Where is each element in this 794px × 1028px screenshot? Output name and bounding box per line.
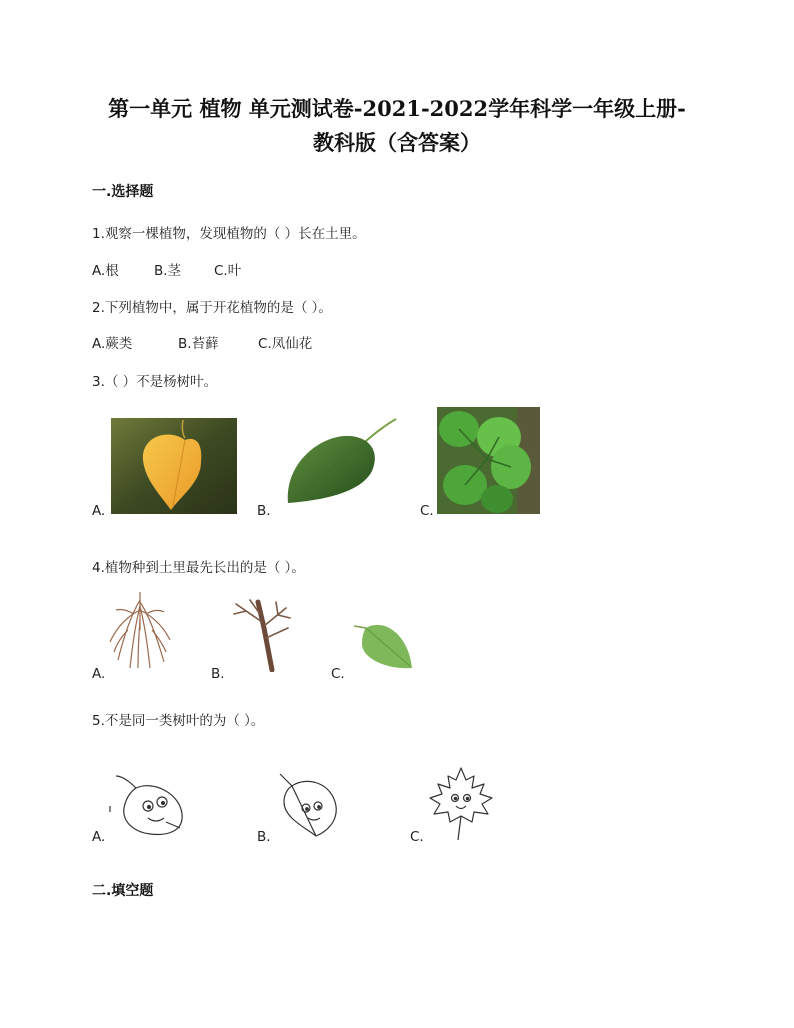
- option-b: B.茎: [154, 263, 182, 279]
- title-line-2: 教科版（含答案）: [313, 130, 481, 155]
- question-4-label-b: B.: [211, 666, 225, 682]
- title-line-1: 第一单元 植物 单元测试卷-2021-2022学年科学一年级上册-: [108, 96, 686, 121]
- question-3-label-b: B.: [257, 503, 271, 519]
- leaf-drawing: [352, 620, 416, 672]
- branch-drawing: [228, 598, 296, 672]
- section-heading-fill-in: 二.填空题: [92, 883, 154, 899]
- cartoon-round-leaf: [106, 772, 190, 838]
- question-1: 1.观察一棵植物，发现植物的（ ）长在土里。: [92, 226, 366, 242]
- option-c: C.凤仙花: [258, 336, 313, 352]
- cartoon-maple-leaf: [428, 766, 494, 842]
- question-5-label-c: C.: [410, 829, 424, 845]
- document-title: [60, 92, 734, 160]
- cartoon-heart-leaf: [276, 772, 340, 842]
- question-4-label-c: C.: [331, 666, 345, 682]
- question-3-label-a: A.: [92, 503, 106, 519]
- option-b: B.苔藓: [178, 336, 219, 352]
- question-3: 3.（ ）不是杨树叶。: [92, 374, 218, 390]
- question-5-label-b: B.: [257, 829, 271, 845]
- question-1-options: [92, 259, 241, 279]
- option-a: A.蕨类: [92, 336, 133, 352]
- root-drawing: [108, 590, 172, 670]
- question-5-label-a: A.: [92, 829, 106, 845]
- option-a: A.根: [92, 263, 119, 279]
- question-2: 2.下列植物中，属于开花植物的是（ ）。: [92, 300, 332, 316]
- question-2-options: [92, 332, 312, 352]
- question-4-label-a: A.: [92, 666, 106, 682]
- option-c: C.叶: [214, 263, 242, 279]
- green-poplar-leaf-photo: [284, 415, 402, 507]
- section-heading-choice: 一.选择题: [92, 184, 154, 200]
- question-5: 5.不是同一类树叶的为（ ）。: [92, 713, 265, 729]
- green-serrated-leaves-photo: [437, 407, 540, 514]
- question-4: 4.植物种到土里最先长出的是（ ）。: [92, 560, 305, 576]
- yellow-poplar-leaf-photo: [111, 418, 237, 514]
- question-3-label-c: C.: [420, 503, 434, 519]
